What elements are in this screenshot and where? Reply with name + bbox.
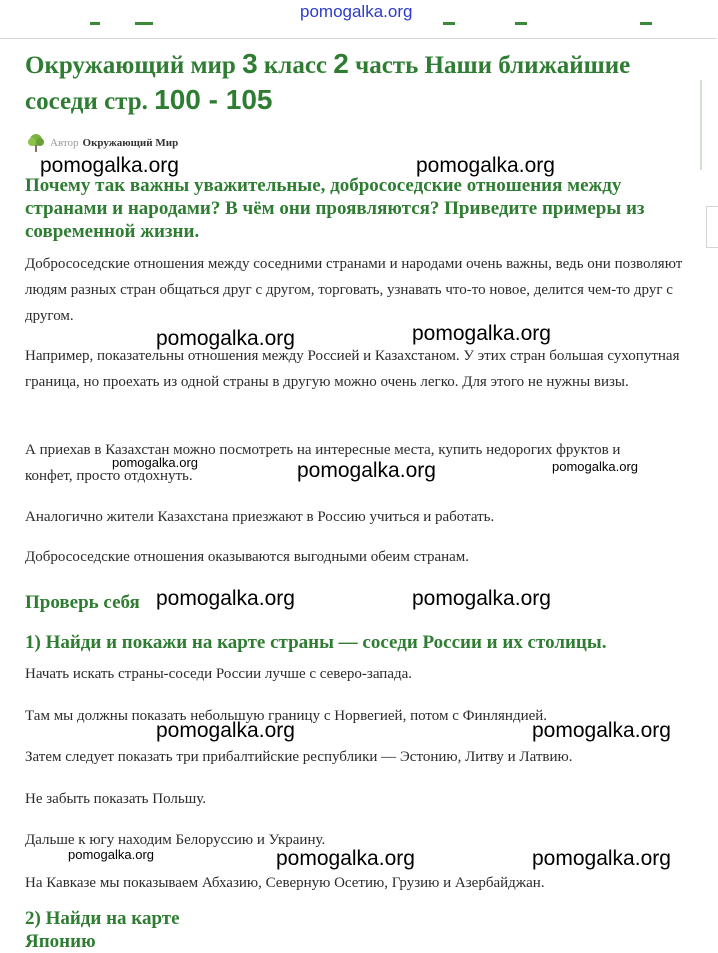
- paragraph: Там мы должны показать небольшую границу с Норвегией, потом с Финляндией.: [25, 708, 548, 724]
- watermark: pomogalka.org: [112, 455, 198, 470]
- watermark: pomogalka.org: [412, 322, 551, 345]
- paragraph: А приехав в Казахстан можно посмотреть на интересные места, купить недорогих фруктов и конфет, просто отдохнуть.: [25, 442, 621, 484]
- author-label: Автор: [50, 137, 79, 149]
- nav-fragment: [90, 22, 100, 25]
- watermark: pomogalka.org: [156, 587, 295, 610]
- author-line: [26, 133, 178, 153]
- task-heading-1: 1) Найди и покажи на карте страны — соседи России и их столицы.: [25, 632, 607, 653]
- tree-icon: [26, 133, 46, 153]
- paragraph: Дальше к югу находим Белоруссию и Украину.: [25, 832, 326, 848]
- paragraph: Затем следует показать три прибалтийские республики — Эстонию, Литву и Латвию.: [25, 749, 573, 765]
- next-heading-partial: 2) Найди на карте Японию: [25, 908, 180, 952]
- question-heading: Почему так важны уважительные, добрососедские отношения между странами и народами? В чём они проявляются? Приведите примеры из современной жизни.: [25, 175, 645, 242]
- paragraph: Аналогично жители Казахстана приезжают в Россию учиться и работать.: [25, 509, 495, 525]
- watermark: pomogalka.org: [412, 587, 551, 610]
- paragraph: Например, показательны отношения между Россией и Казахстаном. У этих стран большая сухопутная граница, но проехать из одной страны в другую можно очень легко. Для этого не нужны визы.: [25, 348, 680, 390]
- watermark: pomogalka.org: [68, 847, 154, 862]
- page-title: Окружающий мир 3 класс 2 часть Наши ближайшие соседи стр. 100 - 105: [25, 48, 631, 115]
- nav-fragment: [443, 22, 455, 25]
- watermark: pomogalka.org: [276, 847, 415, 870]
- paragraph: Добрососедские отношения между соседними странами и народами очень важны, ведь они позволяют людям разных стран общаться друг с другом, торговать, узнавать что-то новое, делится чем-то друг с другом.: [25, 256, 683, 324]
- watermark: pomogalka.org: [40, 154, 179, 177]
- nav-fragment: [640, 22, 652, 25]
- watermark: pomogalka.org: [156, 719, 295, 742]
- watermark: pomogalka.org: [156, 327, 295, 350]
- sidebar-stub: [706, 206, 718, 248]
- site-logo[interactable]: pomogalka.org: [300, 2, 413, 21]
- section-heading-check: Проверь себя: [25, 592, 140, 613]
- top-bar: [0, 0, 717, 39]
- nav-fragment: [515, 22, 527, 25]
- paragraph: Добрососедские отношения оказываются выгодными обеим странам.: [25, 549, 470, 565]
- paragraph: На Кавказе мы показываем Абхазию, Северную Осетию, Грузию и Азербайджан.: [25, 875, 545, 891]
- watermark: pomogalka.org: [532, 719, 671, 742]
- watermark: pomogalka.org: [552, 459, 638, 474]
- author-name[interactable]: Окружающий Мир: [82, 137, 179, 149]
- paragraph: Не забыть показать Польшу.: [25, 791, 207, 807]
- watermark: pomogalka.org: [297, 459, 436, 482]
- sidebar-edge: [700, 80, 702, 170]
- paragraph: Начать искать страны-соседи России лучше с северо-запада.: [25, 666, 413, 682]
- watermark: pomogalka.org: [532, 847, 671, 870]
- nav-fragment: [135, 22, 153, 25]
- watermark: pomogalka.org: [416, 154, 555, 177]
